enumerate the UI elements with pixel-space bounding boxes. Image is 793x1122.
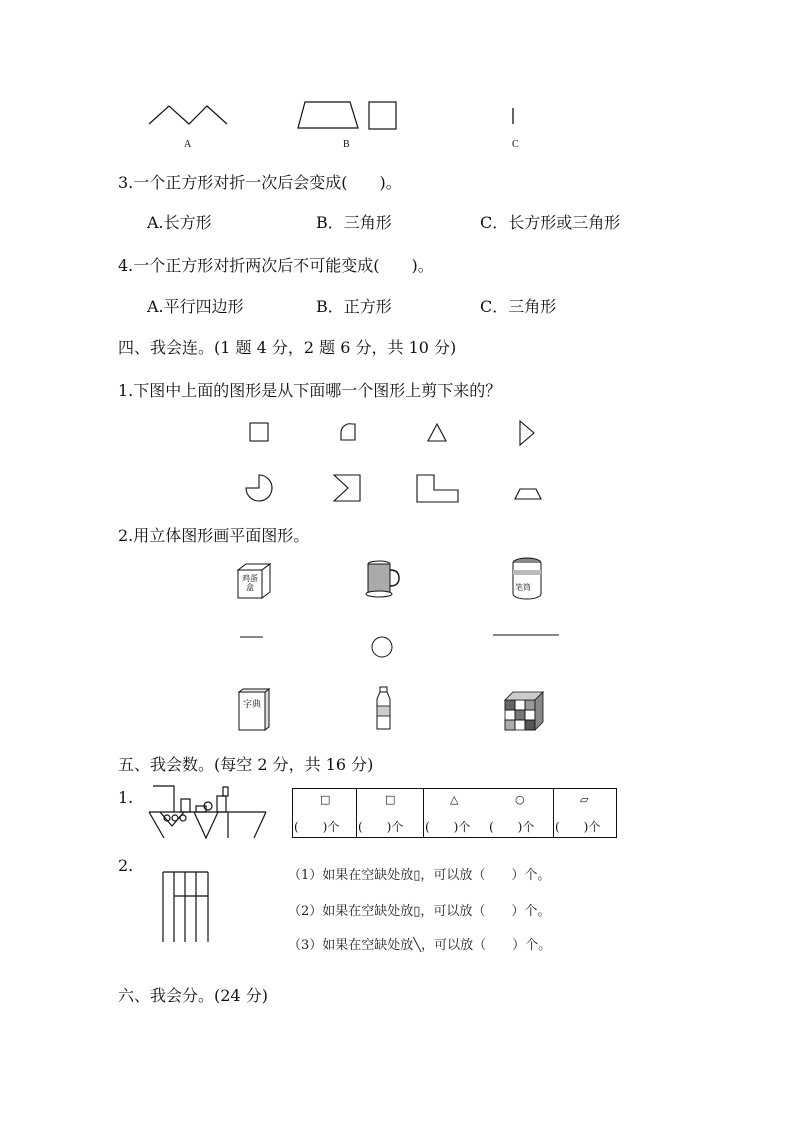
section4-q2-stem: 2.用立体图形画平面图形。 <box>118 526 310 545</box>
section4-q1-stem: 1.下图中上面的图形是从下面哪一个图形上剪下来的？ <box>118 381 502 400</box>
q3-stem: 3.一个正方形对折一次后会变成( )。 <box>118 173 402 192</box>
source-shape-trapezoid <box>513 485 547 505</box>
table-symbol-circle: ○ <box>515 793 525 806</box>
section5-title: 五、我会数。(每空 2 分，共 16 分) <box>118 755 374 774</box>
dictionary-object <box>237 688 271 732</box>
pen-holder-object <box>510 556 544 602</box>
figure-c-label: C <box>512 139 519 150</box>
table-symbol-parallelogram: ▱ <box>580 793 589 806</box>
cut-shape-right-triangle <box>517 418 541 448</box>
q2-line-2: （2）如果在空缺处放▯，可以放（ ）个。 <box>288 904 551 919</box>
q2-line-1: （1）如果在空缺处放▯，可以放（ ）个。 <box>288 868 551 883</box>
q4-option-b: B．正方形 <box>316 297 392 316</box>
source-shape-l-shape <box>414 472 464 506</box>
figure-a-label: A <box>184 139 192 150</box>
boat-figure <box>148 782 273 844</box>
q3-option-a: A.长方形 <box>147 213 212 232</box>
dictionary-label: 字典 <box>243 700 262 710</box>
table-count-rectangle[interactable]: ( )个 <box>294 820 340 834</box>
q2-line-3: （3）如果在空缺处放╲，可以放（ ）个。 <box>288 938 552 953</box>
rubiks-cube-object <box>503 690 547 734</box>
section5-q2-number: 2. <box>118 856 134 875</box>
plane-line-long <box>493 634 563 638</box>
q3-option-c: C．长方形或三角形 <box>480 213 621 232</box>
source-shape-pac-circle <box>243 472 277 506</box>
table-count-triangle[interactable]: ( )个 <box>425 820 471 834</box>
q4-option-c: C．三角形 <box>480 297 557 316</box>
table-count-circle[interactable]: ( )个 <box>489 820 535 834</box>
section4-title: 四、我会连。(1 题 4 分，2 题 6 分，共 10 分) <box>118 338 457 357</box>
table-symbol-triangle: △ <box>450 793 459 806</box>
table-count-parallelogram[interactable]: ( )个 <box>555 820 601 834</box>
q3-option-b: B．三角形 <box>316 213 392 232</box>
plane-circle <box>370 635 396 661</box>
grid-figure <box>158 870 214 948</box>
table-count-square[interactable]: ( )个 <box>358 820 404 834</box>
figure-a-zigzag <box>145 102 235 132</box>
cut-shape-square <box>248 421 272 445</box>
figure-b-label: B <box>343 139 350 150</box>
cut-shape-quarter-circle <box>338 421 362 445</box>
table-symbol-square: □ <box>385 793 396 806</box>
cut-shape-triangle <box>425 421 451 445</box>
bottle-object <box>372 686 396 732</box>
table-symbol-rectangle: □ <box>320 793 331 806</box>
egg-box-object <box>236 562 272 600</box>
pen-holder-label: 笔筒 <box>515 583 531 592</box>
source-shape-notched-square <box>331 472 365 506</box>
figure-b-trapezoid-square <box>296 98 406 133</box>
plane-line-short <box>240 636 266 640</box>
section5-q1-number: 1. <box>118 788 134 807</box>
mug-object <box>365 560 405 600</box>
section6-title: 六、我会分。(24 分) <box>118 986 268 1005</box>
shape-count-table <box>292 788 617 838</box>
q4-option-a: A.平行四边形 <box>147 297 244 316</box>
q4-stem: 4.一个正方形对折两次后不可能变成( )。 <box>118 256 434 275</box>
egg-box-label: 鸡蛋盒 <box>242 574 258 592</box>
figure-c-line <box>510 108 516 128</box>
